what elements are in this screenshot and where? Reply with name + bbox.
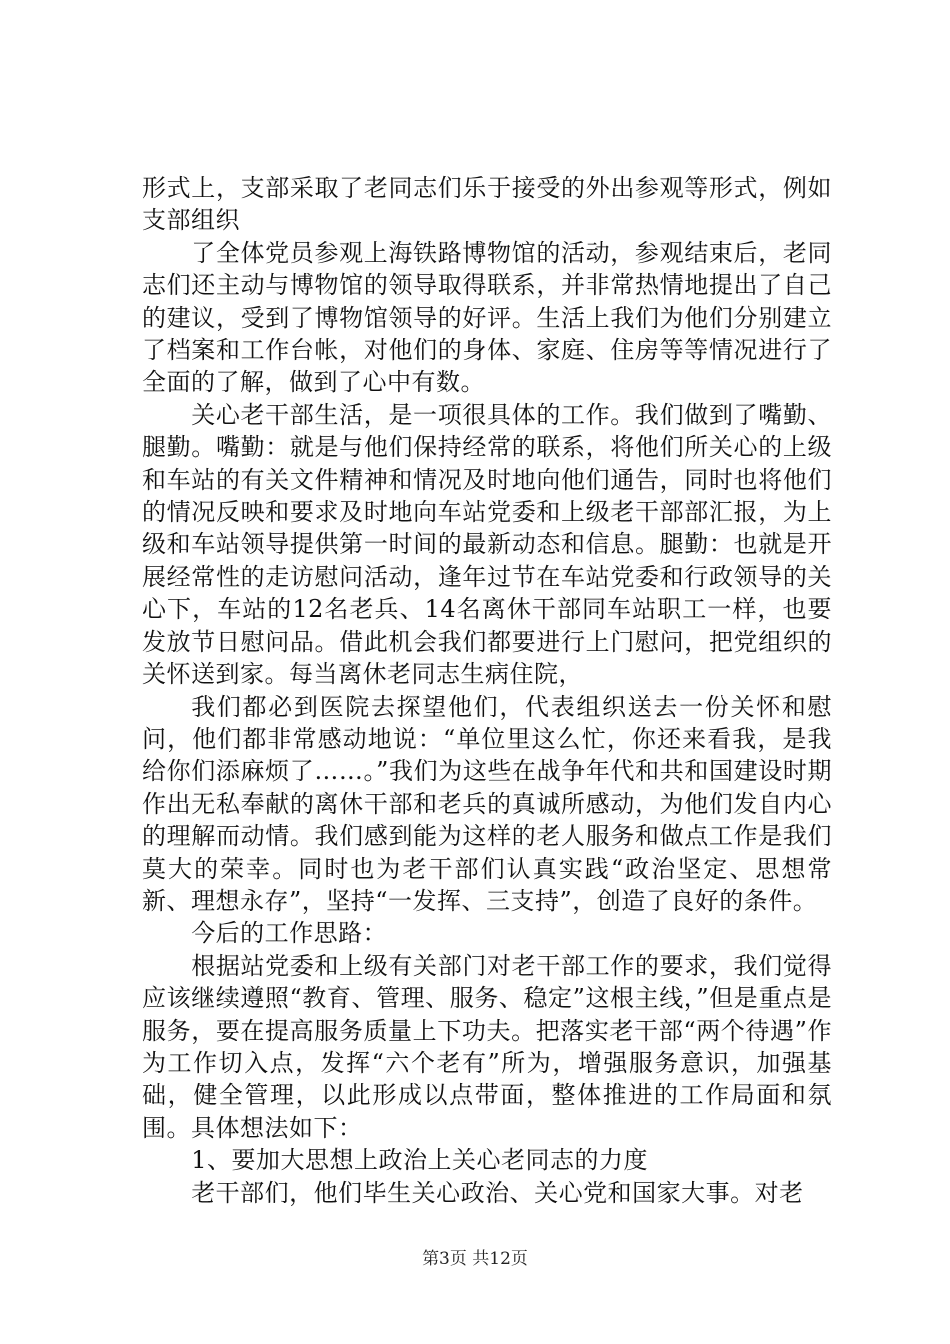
paragraph-5: 根据站党委和上级有关部门对老干部工作的要求，我们觉得应该继续遵照“教育、管理、服务、稳定”这根主线，”但是重点是服务，要在提高服务质量上下功夫。把落实老干部“两个待遇”作为工作切入点，发挥“六个老有”所为，增强服务意识，加强基础，健全管理，以此形成以点带面，整体推进的工作局面和氛围。具体想法如下： bbox=[142, 951, 832, 1142]
list-item-heading: 1、要加大思想上政治上关心老同志的力度 bbox=[191, 1146, 648, 1175]
page-number-footer: 第3页 共12页 bbox=[422, 1249, 528, 1269]
section-heading: 今后的工作思路： bbox=[191, 919, 388, 948]
document-body bbox=[142, 172, 832, 1209]
paragraph-6: 老干部们，他们毕生关心政治、关心党和国家大事。对老 bbox=[191, 1178, 804, 1207]
paragraph-4: 我们都必到医院去探望他们，代表组织送去一份关怀和慰问，他们都非常感动地说：“单位里这么忙，你还来看我，是我给你们添麻烦了……。”我们为这些在战争年代和共和国建设时期作出无私奉献的离休干部和老兵的真诚所感动，为他们发自内心的理解而动情。我们感到能为这样的老人服务和做点工作是我们莫大的荣幸。同时也为老干部们认真实践“政治坚定、思想常新、理想永存”，坚持“一发挥、三支持”，创造了良好的条件。 bbox=[142, 692, 832, 915]
paragraph-2: 了全体党员参观上海铁路博物馆的活动，参观结束后，老同志们还主动与博物馆的领导取得联系，并非常热情地提出了自己的建议，受到了博物馆领导的好评。生活上我们为他们分别建立了档案和工作台帐，对他们的身体、家庭、住房等等情况进行了全面的了解，做到了心中有数。 bbox=[142, 238, 832, 397]
paragraph-1: 形式上，支部采取了老同志们乐于接受的外出参观等形式，例如支部组织 bbox=[142, 174, 832, 235]
paragraph-3: 关心老干部生活，是一项很具体的工作。我们做到了嘴勤、腿勤。嘴勤：就是与他们保持经常的联系，将他们所关心的上级和车站的有关文件精神和情况及时地向他们通告，同时也将他们的情况反映和要求及时地向车站党委和上级老干部部汇报，为上级和车站领导提供第一时间的最新动态和信息。腿勤：也就是开展经常性的走访慰问活动，逢年过节在车站党委和行政领导的关心下，车站的12名老兵、14名离休干部同车站职工一样，也要发放节日慰问品。借此机会我们都要进行上门慰问，把党组织的关怀送到家。每当离休老同志生病住院， bbox=[142, 400, 832, 689]
